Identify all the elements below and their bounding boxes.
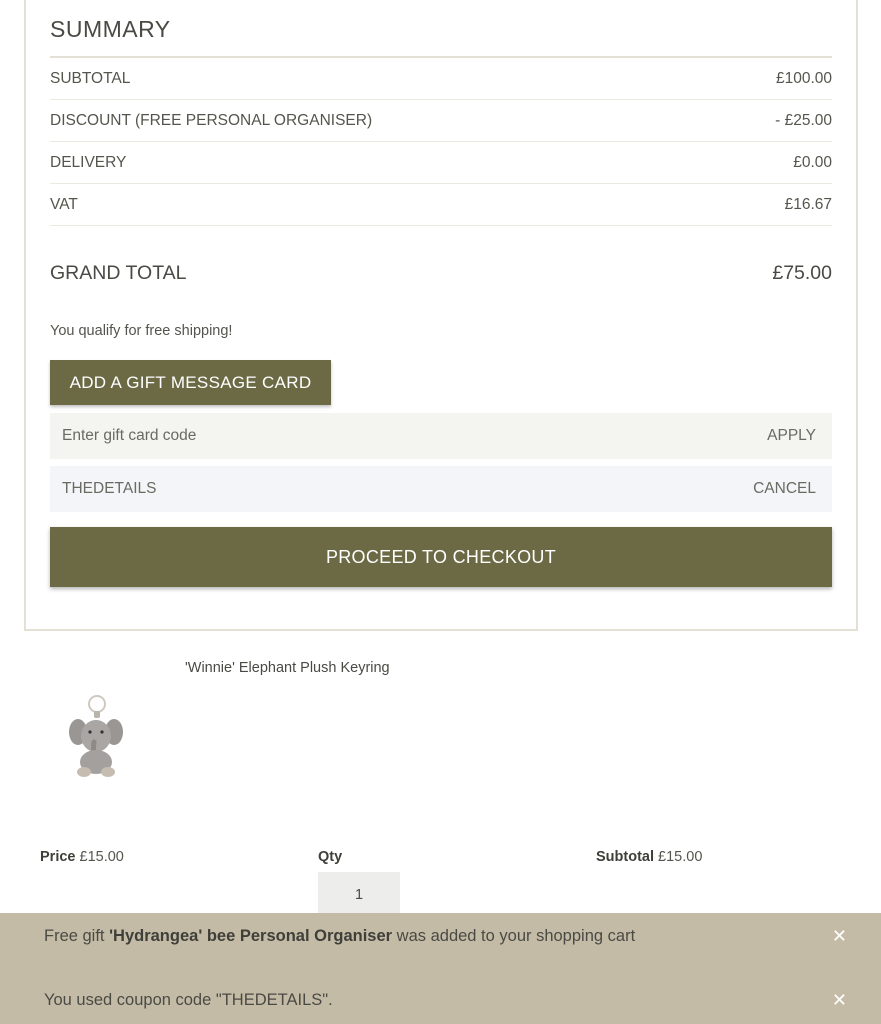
coupon-message (44, 990, 864, 1011)
grand-total-row (50, 255, 832, 291)
close-icon[interactable]: ✕ (831, 926, 847, 946)
summary-row-label: DISCOUNT (FREE PERSONAL ORGANISER) (50, 111, 373, 129)
gift-card-code-field[interactable] (50, 413, 832, 459)
summary-row-vat (50, 184, 832, 226)
product-price (40, 849, 124, 865)
apply-button[interactable]: APPLY (767, 427, 816, 444)
subtotal-value: £15.00 (658, 849, 703, 865)
summary-row-delivery (50, 142, 832, 184)
grand-total-value: £75.00 (772, 261, 832, 284)
product-subtotal (596, 849, 702, 865)
proceed-to-checkout-button[interactable]: PROCEED TO CHECKOUT (50, 527, 832, 587)
summary-row-discount (50, 100, 832, 142)
summary-row-value: £100.00 (775, 69, 832, 87)
quantity-input[interactable]: 1 (318, 872, 400, 918)
message-text: You used coupon code "THEDETAILS". (44, 991, 333, 1009)
coupon-code-value: THEDETAILS (62, 480, 157, 497)
subtotal-label: Subtotal (596, 849, 654, 865)
coupon-code-field[interactable] (50, 466, 832, 512)
summary-row-value: - £25.00 (775, 111, 832, 129)
summary-title: SUMMARY (50, 16, 171, 42)
message-gift-name: 'Hydrangea' bee Personal Organiser (109, 927, 393, 945)
summary-row-label: VAT (50, 195, 78, 213)
summary-row-value: £0.00 (793, 153, 832, 171)
message-prefix: Free gift (44, 927, 110, 945)
message-suffix: was added to your shopping cart (392, 927, 636, 945)
gift-card-input[interactable]: Enter gift card code (62, 427, 197, 444)
close-icon[interactable]: ✕ (831, 990, 847, 1010)
free-gift-message (44, 926, 864, 947)
cancel-coupon-button[interactable]: CANCEL (753, 480, 816, 497)
summary-row-label: SUBTOTAL (50, 69, 131, 87)
price-value: £15.00 (79, 849, 124, 865)
add-gift-message-button[interactable]: ADD A GIFT MESSAGE CARD (50, 360, 331, 405)
summary-row-label: DELIVERY (50, 153, 127, 171)
free-shipping-notice: You qualify for free shipping! (50, 323, 233, 339)
qty-label: Qty (318, 849, 343, 865)
summary-row-value: £16.67 (784, 195, 832, 213)
grand-total-label: GRAND TOTAL (50, 261, 187, 284)
product-name-link[interactable]: 'Winnie' Elephant Plush Keyring (185, 660, 390, 676)
price-label: Price (40, 849, 76, 865)
product-image[interactable] (64, 692, 128, 782)
message-text (44, 927, 635, 946)
summary-row-subtotal (50, 58, 832, 100)
